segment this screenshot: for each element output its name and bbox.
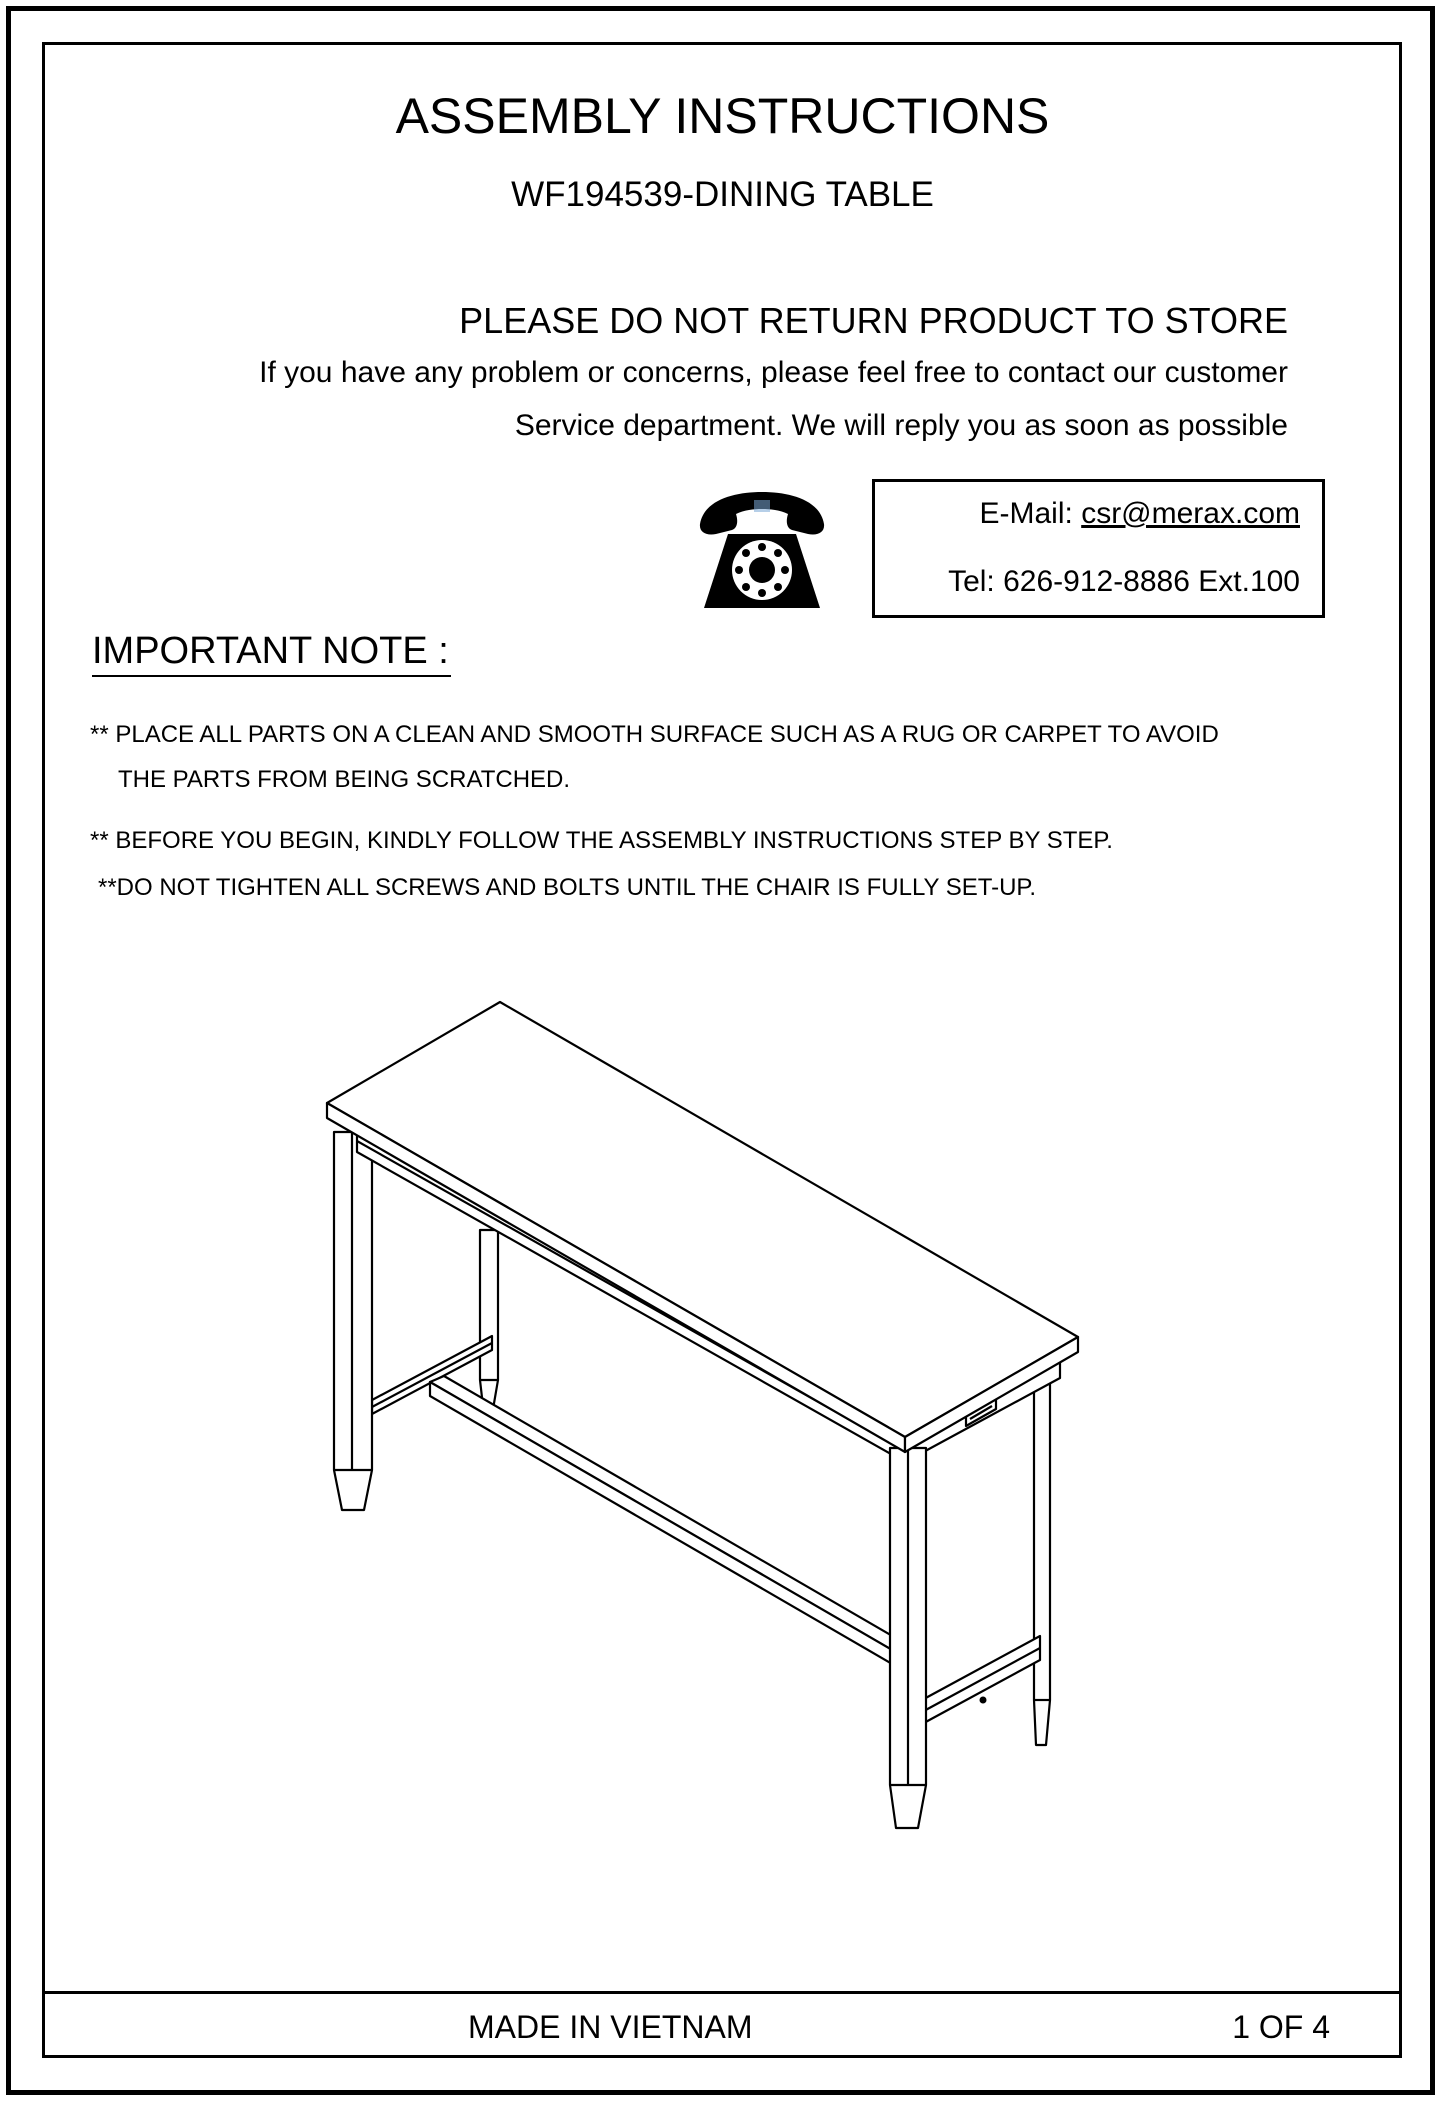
contact-text-line-1: If you have any problem or concerns, please feel free to contact our customer: [259, 356, 1288, 389]
telephone-icon: [694, 490, 830, 612]
contact-box: [872, 479, 1325, 618]
product-model: WF194539-DINING TABLE: [511, 175, 934, 214]
important-note-heading: IMPORTANT NOTE :: [92, 627, 451, 677]
table-illustration: [320, 1000, 1090, 1830]
note-1-line-2: THE PARTS FROM BEING SCRATCHED.: [118, 766, 571, 793]
email-label: E-Mail:: [979, 497, 1082, 530]
page-number: 1 OF 4: [1232, 2009, 1330, 2045]
email-link[interactable]: csr@merax.com: [1081, 497, 1300, 530]
telephone-number: Tel: 626-912-8886 Ext.100: [948, 565, 1300, 598]
email-line: [980, 495, 1301, 533]
page-title: ASSEMBLY INSTRUCTIONS: [395, 88, 1050, 144]
footer: [42, 1991, 1402, 2058]
note-3: **DO NOT TIGHTEN ALL SCREWS AND BOLTS UNTIL THE CHAIR IS FULLY SET-UP.: [98, 874, 1037, 901]
note-2: ** BEFORE YOU BEGIN, KINDLY FOLLOW THE ASSEMBLY INSTRUCTIONS STEP BY STEP.: [90, 827, 1113, 854]
note-1-line-1: ** PLACE ALL PARTS ON A CLEAN AND SMOOTH SURFACE SUCH AS A RUG OR CARPET TO AVOID: [90, 721, 1219, 748]
return-notice: PLEASE DO NOT RETURN PRODUCT TO STORE: [459, 300, 1288, 341]
contact-text-line-2: Service department. We will reply you as soon as possible: [514, 409, 1288, 442]
country-of-origin: MADE IN VIETNAM: [468, 2009, 753, 2045]
